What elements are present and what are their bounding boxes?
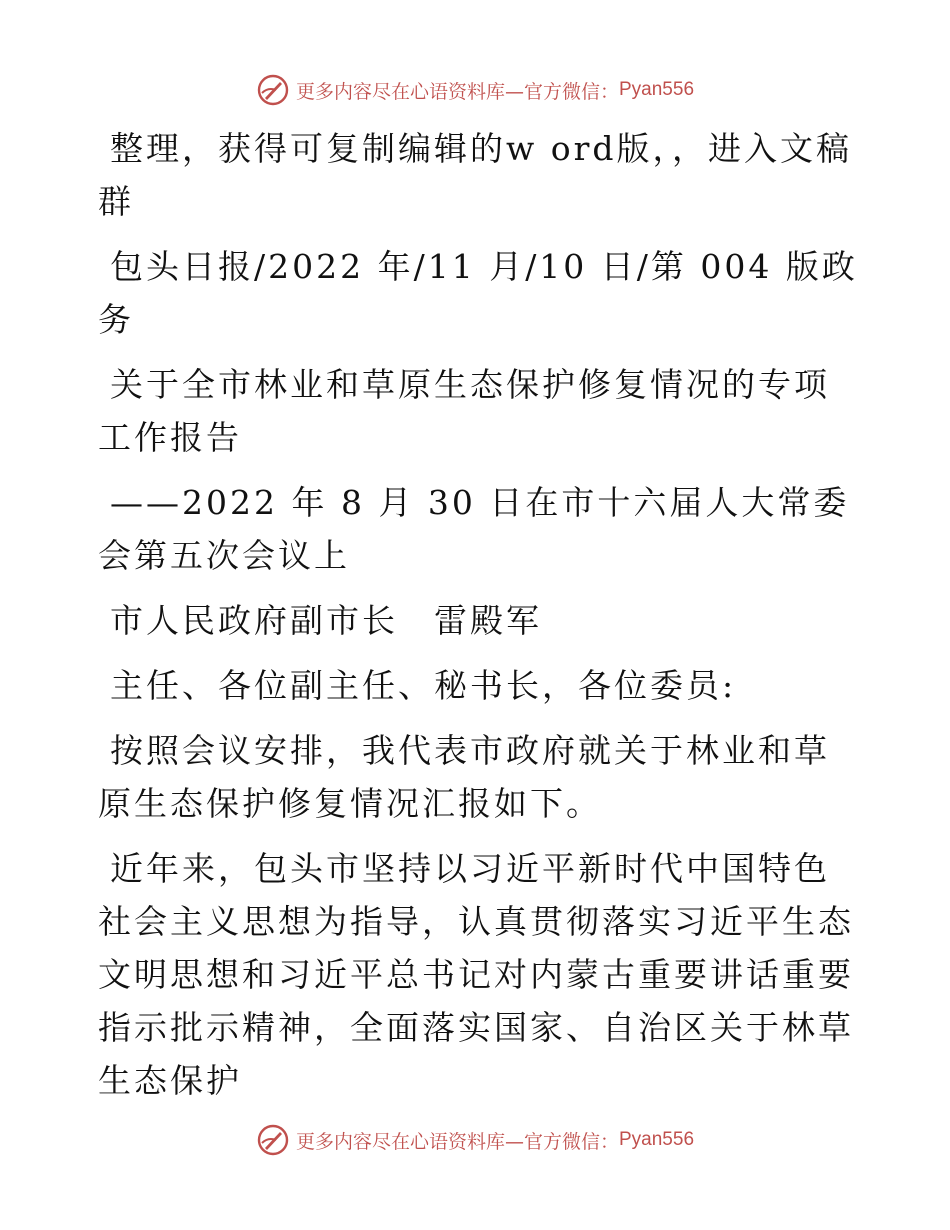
watermark-footer xyxy=(0,1120,950,1160)
paragraph-body-2: 近年来，包头市坚持以习近平新时代中国特色社会主义思想为指导，认真贯彻落实习近平生态文明思想和习近平总书记对内蒙古重要讲话重要指示批示精神，全面落实国家、自治区关于林草生态保护 xyxy=(98,849,854,1100)
report-author: 市人民政府副市长 雷殿军 xyxy=(110,601,542,640)
salutation: 主任、各位副主任、秘书长，各位委员: xyxy=(110,666,737,705)
watermark-wechat-id: Pyan556 xyxy=(619,1129,695,1150)
paragraph-source: 包头日报/2022 年/11 月/10 日/第 004 版政务 xyxy=(98,247,858,339)
watermark-header xyxy=(0,70,950,110)
quill-seal-icon xyxy=(256,1123,290,1157)
quill-seal-icon xyxy=(256,73,290,107)
report-title: 关于全市林业和草原生态保护修复情况的专项工作报告 xyxy=(98,365,830,457)
watermark-wechat-id: Pyan556 xyxy=(619,79,695,100)
watermark-text: 更多内容尽在心语资料库—官方微信： xyxy=(295,80,619,103)
watermark-text: 更多内容尽在心语资料库—官方微信： xyxy=(295,1130,619,1153)
document-body xyxy=(98,122,858,1119)
report-subtitle: ——2022 年 8 月 30 日在市十六届人大常委会第五次会议上 xyxy=(98,483,850,575)
paragraph-body-1: 按照会议安排，我代表市政府就关于林业和草原生态保护修复情况汇报如下。 xyxy=(98,731,830,823)
paragraph-intro: 整理，获得可复制编辑的w ord版，，进入文稿群 xyxy=(98,129,853,221)
